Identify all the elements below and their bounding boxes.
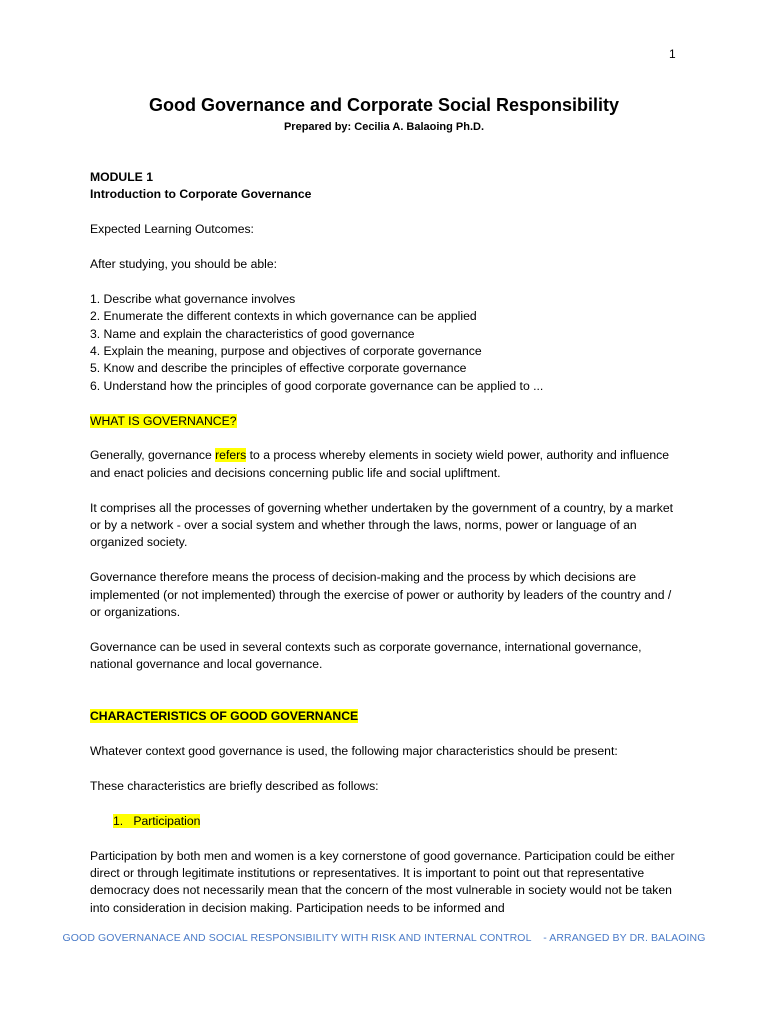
module-heading: Introduction to Corporate Governance	[90, 187, 312, 202]
characteristics-paragraph-1: Whatever context good governance is used, the following major characteristics should be present:	[90, 744, 618, 759]
page-footer: GOOD GOVERNANACE AND SOCIAL RESPONSIBILITY WITH RISK AND INTERNAL CONTROL - ARRANGED BY DR. BALAOING	[62, 932, 706, 944]
governance-p1-start: Generally, governance	[90, 448, 216, 463]
governance-paragraph-3: Governance therefore means the process of decision-making and the process by which decisions are implemented (or not implemented) through the exercise of power or authority by leaders of the country and / or organizations.	[90, 570, 672, 620]
participation-heading: 1. Participation	[113, 813, 201, 828]
outcome-item: 5. Know and describe the principles of effective corporate governance	[90, 361, 467, 376]
governance-heading: WHAT IS GOVERNANCE?	[90, 413, 237, 428]
author-line: Prepared by: Cecilia A. Balaoing Ph.D.	[283, 121, 485, 133]
characteristics-heading: CHARACTERISTICS OF GOOD GOVERNANCE	[90, 709, 359, 724]
characteristics-paragraph-2: These characteristics are briefly described as follows:	[90, 779, 379, 794]
page-number: 1	[669, 47, 676, 61]
governance-paragraph-2: It comprises all the processes of governing whether undertaken by the government of a country, by a market or by a network - over a social system and whether through the laws, norms, power or language of an organized society.	[90, 500, 674, 550]
outcome-item: 3. Name and explain the characteristics of good governance	[90, 326, 415, 341]
governance-heading-line	[90, 413, 680, 430]
highlighted-word: refers	[215, 448, 247, 463]
participation-heading-line	[90, 813, 680, 830]
module-label: MODULE 1	[90, 170, 153, 184]
characteristics-heading-line	[90, 708, 680, 725]
governance-paragraph-1	[90, 447, 680, 482]
outcome-item: 6. Understand how the principles of good corporate governance can be applied to ...	[90, 378, 544, 393]
outcome-item: 1. Describe what governance involves	[90, 291, 296, 306]
document-title: Good Governance and Corporate Social Responsibility	[148, 95, 620, 115]
participation-paragraph: Participation by both men and women is a key cornerstone of good governance. Participation could be either direct or through legitimate institutions or representatives. It is important to point out that representative democracy does not necessarily mean that the concern of the most vulnerable in society would not be taken into consideration in decision making. Participation needs to be informed and	[90, 848, 675, 915]
outcome-item: 2. Enumerate the different contexts in which governance can be applied	[90, 309, 477, 324]
outcome-item: 4. Explain the meaning, purpose and objectives of corporate governance	[90, 344, 482, 359]
document-body	[90, 169, 680, 917]
outcomes-heading: Expected Learning Outcomes:	[90, 222, 254, 237]
governance-paragraph-4: Governance can be used in several contexts such as corporate governance, international governance, national governance and local governance.	[90, 639, 642, 672]
governance-p1-end: to a process whereby elements in society wield power, authority and influence and enact policies and decisions concerning public life and social upliftment.	[90, 448, 669, 480]
outcomes-intro: After studying, you should be able:	[90, 257, 277, 271]
